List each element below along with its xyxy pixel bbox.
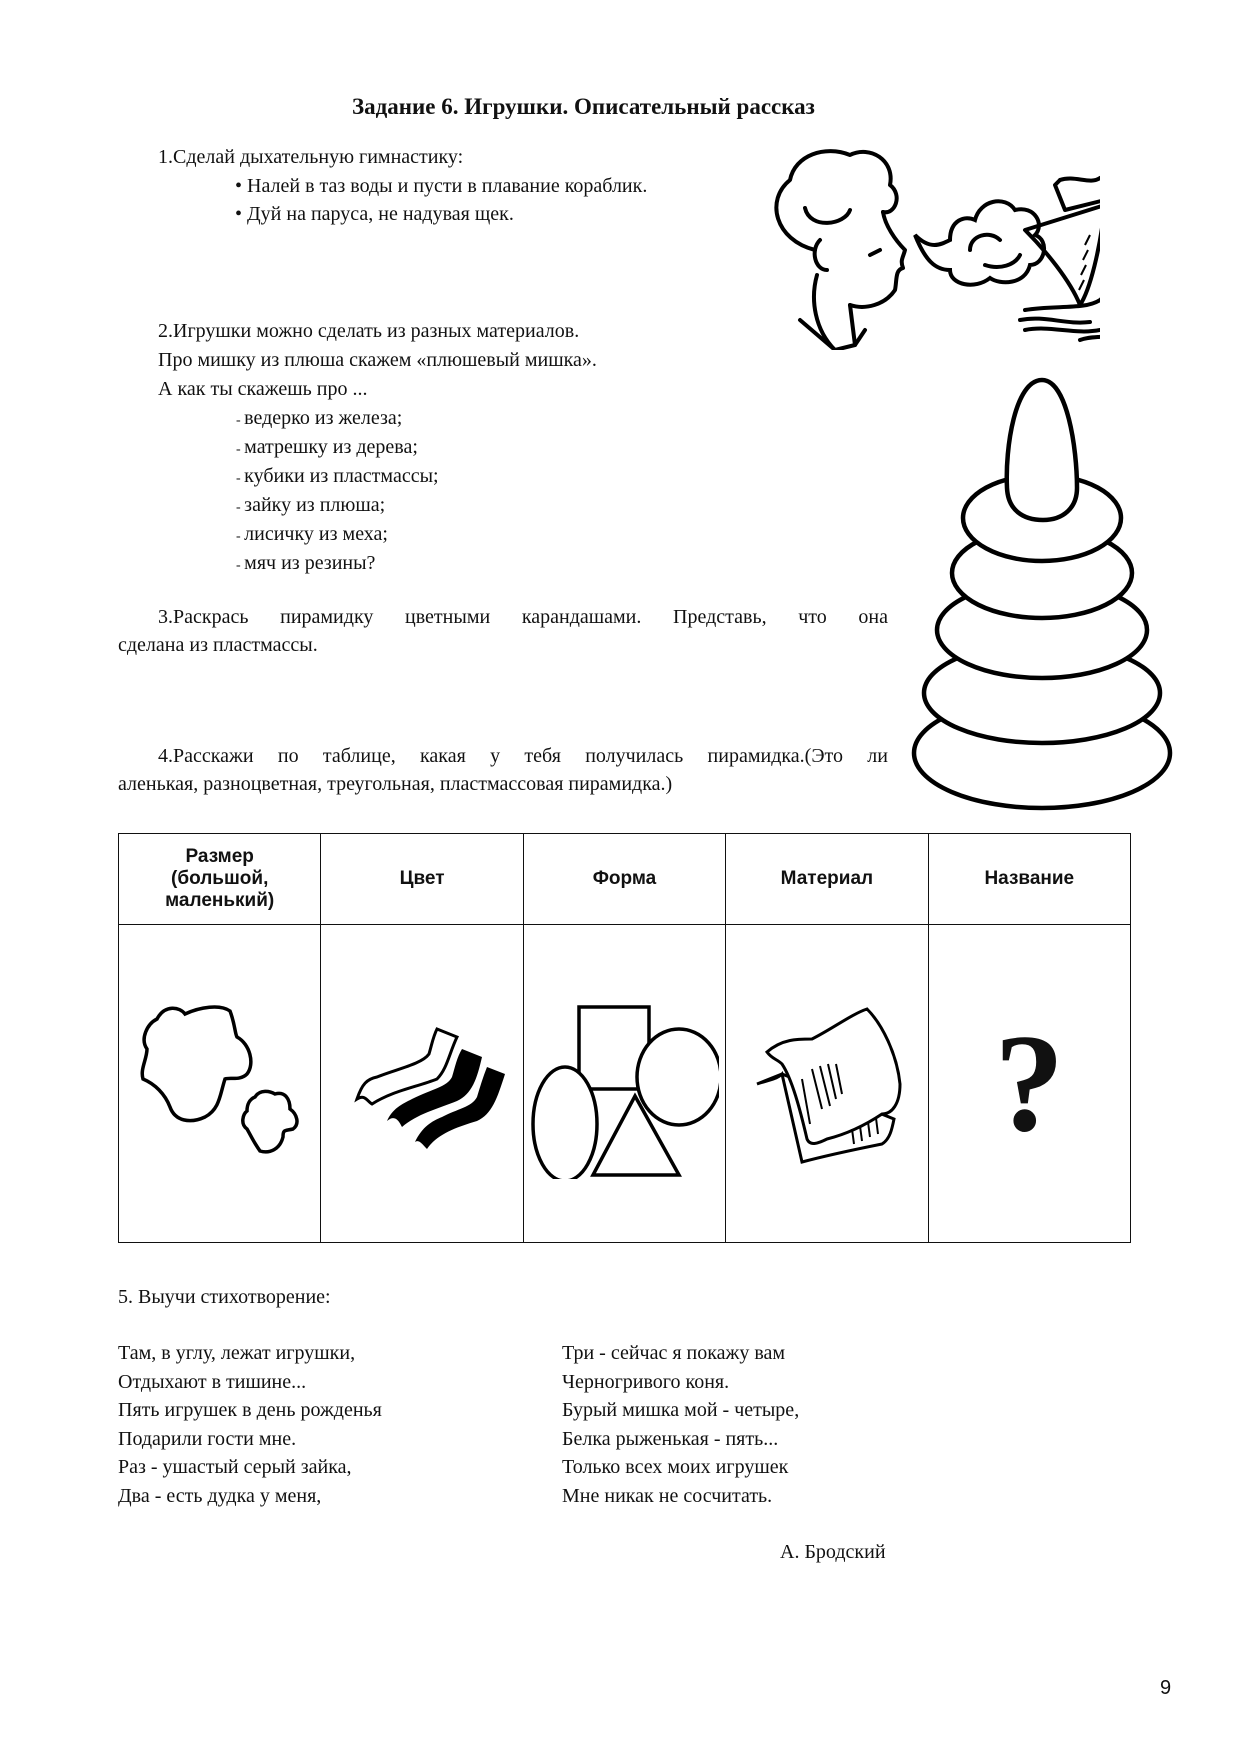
header-size-line: маленький) <box>165 890 275 911</box>
header-size <box>119 834 321 925</box>
header-size-line: (большой, <box>171 868 269 889</box>
task2-item: - кубики из пластмассы; <box>236 462 439 493</box>
task2-line: 2.Игрушки можно сделать из разных материалов. <box>158 320 580 342</box>
task2-item: - мяч из резины? <box>236 549 375 580</box>
task3-text <box>118 603 888 659</box>
poem-line: Два - есть дудка у меня, <box>118 1484 322 1507</box>
poem-left-column <box>118 1339 382 1510</box>
table-picture-row <box>119 925 1131 1243</box>
task4-line: аленькая, разноцветная, треугольная, пластмассовая пирамидка.) <box>118 773 673 795</box>
poem-line: Черногривого коня. <box>562 1370 730 1393</box>
task4-line: 4.Расскажи по таблице, какая у тебя получилась пирамидка.(Это ли <box>158 745 888 767</box>
fabric-icon <box>742 984 912 1184</box>
task4-text <box>118 742 888 798</box>
page-title: Задание 6. Игрушки. Описательный рассказ <box>352 94 815 119</box>
cell-material <box>726 925 928 1243</box>
poem-line: Только всех моих игрушек <box>562 1456 789 1478</box>
poem-line: Три - сейчас я покажу вам <box>562 1342 786 1364</box>
pyramid-toy-illustration <box>905 368 1180 818</box>
cell-name <box>928 925 1130 1243</box>
header-color: Цвет <box>321 834 523 925</box>
header-shape: Форма <box>523 834 725 925</box>
poem-line: Пять игрушек в день рожденья <box>118 1399 382 1421</box>
cell-size <box>119 925 321 1243</box>
table-header-row <box>119 834 1131 925</box>
task2-item: - матрешку из дерева; <box>236 433 418 464</box>
poem-right-column <box>562 1339 799 1510</box>
question-mark-icon: ? <box>994 1005 1065 1161</box>
task1-heading: 1.Сделай дыхательную гимнастику: <box>158 146 464 168</box>
page-number: 9 <box>1160 1677 1172 1699</box>
cell-color <box>321 925 523 1243</box>
task3-line: сделана из пластмассы. <box>118 634 318 656</box>
cell-shape <box>523 925 725 1243</box>
task5-heading: 5. Выучи стихотворение: <box>118 1286 331 1308</box>
task1-bullet: • Дуй на паруса, не надувая щек. <box>235 200 514 228</box>
task2-line: А как ты скажешь про ... <box>158 378 368 400</box>
header-size-line: Размер <box>185 846 254 867</box>
boy-blowing-boat-illustration <box>755 140 1100 350</box>
task1-bullet: • Налей в таз воды и пусти в плавание кораблик. <box>235 172 647 200</box>
header-name: Название <box>928 834 1130 925</box>
poem-author: А. Бродский <box>780 1541 886 1563</box>
poem-line: Раз - ушастый серый зайка, <box>118 1456 352 1478</box>
poem-line: Отдыхают в тишине... <box>118 1370 307 1393</box>
task2-line: Про мишку из плюша скажем «плюшевый мишка». <box>158 349 597 371</box>
description-table <box>118 833 1131 1243</box>
color-stripes-icon <box>337 1009 507 1159</box>
poem-line: Мне никак не сосчитать. <box>562 1484 773 1507</box>
task3-line: 3.Раскрась пирамидку цветными карандашами. Представь, что она <box>158 606 888 628</box>
poem-line: Бурый мишка мой - четыре, <box>562 1399 800 1421</box>
blob-size-icon <box>135 999 305 1169</box>
task2-item: - зайку из плюша; <box>236 491 385 522</box>
task2-item: - лисичку из меха; <box>236 520 388 551</box>
task2-item: - ведерко из железа; <box>236 404 402 435</box>
shapes-icon <box>529 989 719 1179</box>
poem-line: Там, в углу, лежат игрушки, <box>118 1342 356 1364</box>
header-material: Материал <box>726 834 928 925</box>
poem-line: Подарили гости мне. <box>118 1427 297 1450</box>
poem-line: Белка рыженькая - пять... <box>562 1427 779 1450</box>
